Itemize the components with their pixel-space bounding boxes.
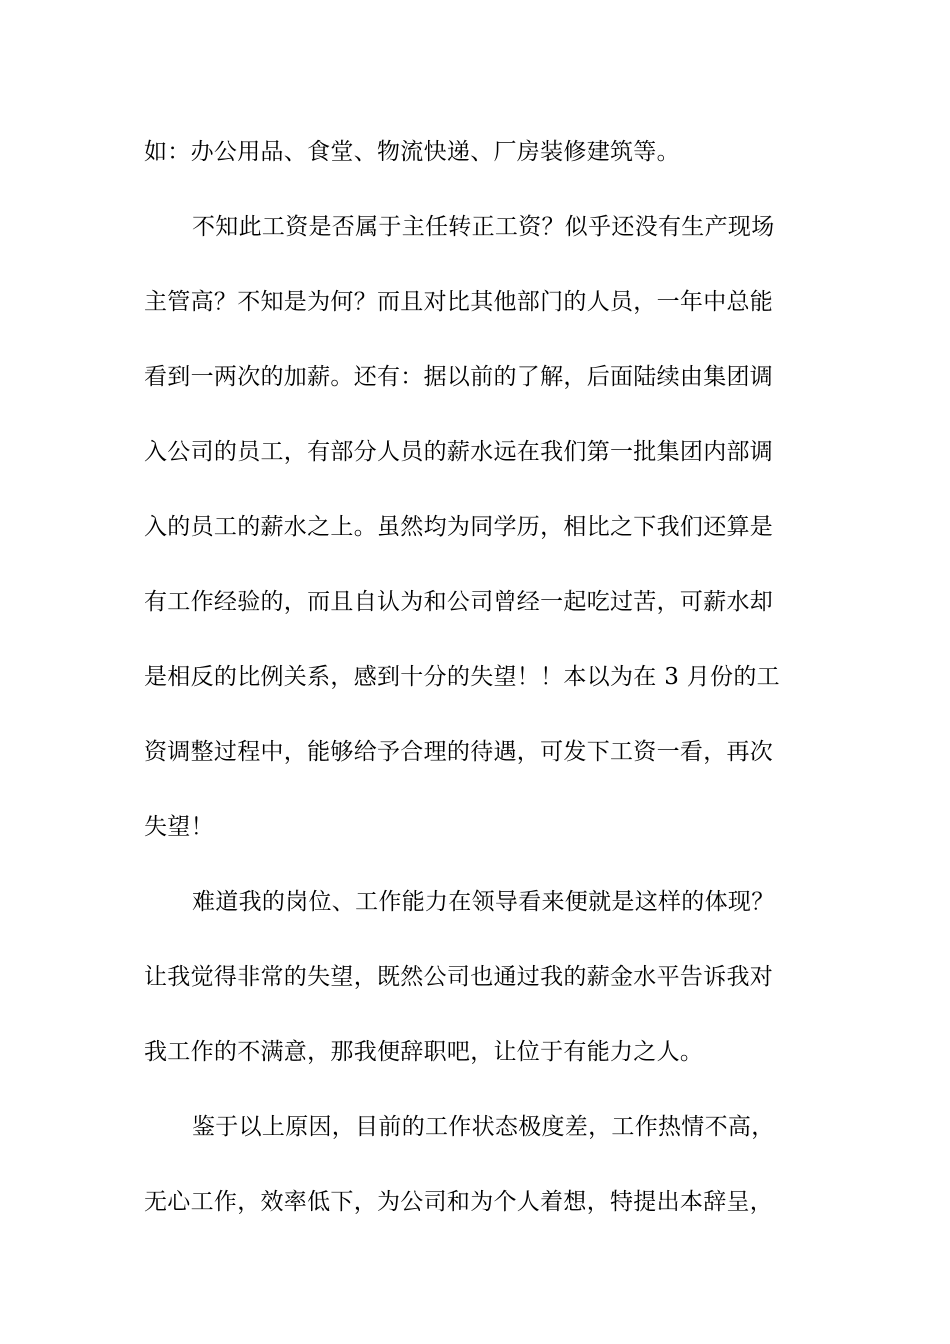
text-line: 失望！: [144, 814, 214, 840]
paragraph-start-line: 不知此工资是否属于主任转正工资？似乎还没有生产现场: [192, 214, 775, 240]
paragraph-start-line: 难道我的岗位、工作能力在领导看来便就是这样的体现？: [192, 889, 775, 915]
text-line: 如：办公用品、食堂、物流快递、厂房装修建筑等。: [144, 139, 680, 165]
text-line: 让我觉得非常的失望，既然公司也通过我的薪金水平告诉我对: [144, 964, 774, 990]
paragraph-start-line: 鉴于以上原因，目前的工作状态极度差，工作热情不高，: [192, 1114, 775, 1140]
text-line: 无心工作，效率低下，为公司和为个人着想，特提出本辞呈，: [144, 1189, 774, 1215]
text-line: 是相反的比例关系，感到十分的失望！！本以为在 3 月份的工: [144, 664, 780, 690]
text-line: 入公司的员工，有部分人员的薪水远在我们第一批集团内部调: [144, 439, 774, 465]
letter-body: [144, 126, 809, 1251]
text-line: 主管高？不知是为何？而且对比其他部门的人员，一年中总能: [144, 289, 774, 315]
text-line: 有工作经验的，而且自认为和公司曾经一起吃过苦，可薪水却: [144, 589, 774, 615]
text-line: 看到一两次的加薪。还有：据以前的了解，后面陆续由集团调: [144, 364, 774, 390]
text-line: 资调整过程中，能够给予合理的待遇，可发下工资一看，再次: [144, 739, 774, 765]
text-line: 入的员工的薪水之上。虽然均为同学历，相比之下我们还算是: [144, 514, 774, 540]
text-line: 我工作的不满意，那我便辞职吧，让位于有能力之人。: [144, 1039, 704, 1065]
